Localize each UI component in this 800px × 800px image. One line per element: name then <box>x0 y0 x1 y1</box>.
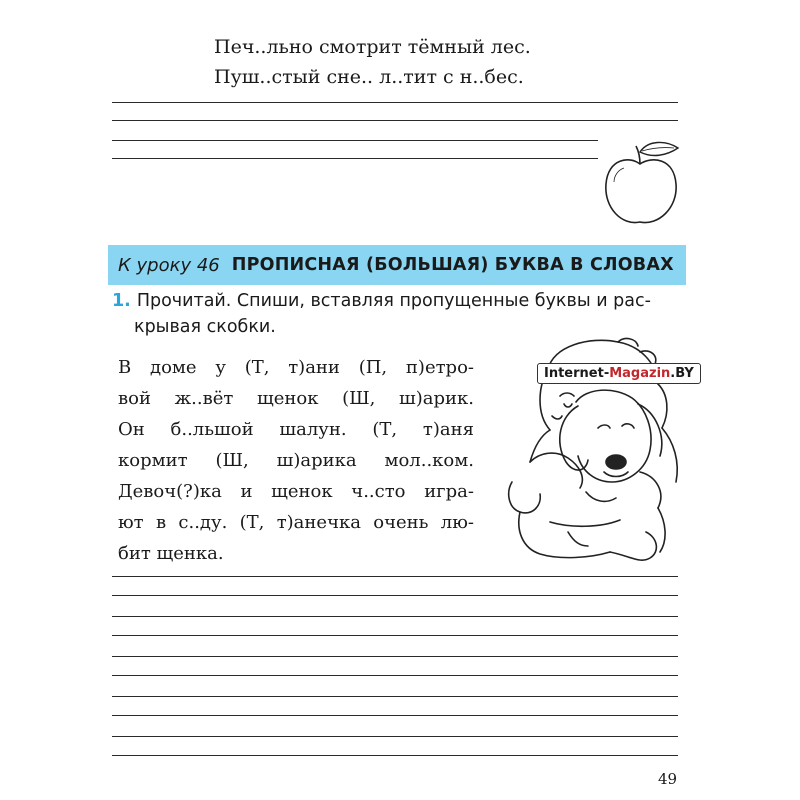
exercise-line-5: Девоч(?)ка и щенок ч..сто игра- <box>118 481 474 502</box>
watermark-part-1: Internet- <box>544 366 610 381</box>
exercise-text <box>118 352 474 569</box>
watermark-part-2: Magazin <box>609 366 671 381</box>
task-number: 1. <box>112 291 131 311</box>
writing-line <box>112 635 678 636</box>
writing-line <box>112 102 678 103</box>
task-line-2: крывая скобки. <box>134 317 276 337</box>
writing-line <box>112 715 678 716</box>
task-line-1: Прочитай. Спиши, вставляя пропущенные буквы и рас- <box>136 291 651 311</box>
writing-line <box>112 140 598 141</box>
poem <box>214 32 531 92</box>
watermark <box>537 363 701 384</box>
lesson-header <box>108 245 686 285</box>
writing-line <box>112 576 678 577</box>
writing-line <box>112 656 678 657</box>
apple-icon <box>600 138 682 230</box>
writing-line <box>112 120 678 121</box>
poem-line-2: Пуш..стый сне.. л..тит с н..бес. <box>214 66 524 88</box>
writing-line <box>112 675 678 676</box>
exercise-line-6: ют в с..ду. (Т, т)анечка очень лю- <box>118 512 474 533</box>
writing-line <box>112 736 678 737</box>
poem-line-1: Печ..льно смотрит тёмный лес. <box>214 36 531 58</box>
writing-line <box>112 616 678 617</box>
lesson-number: К уроку 46 <box>118 254 220 276</box>
writing-line <box>112 755 678 756</box>
exercise-line-2: вой ж..вёт щенок (Ш, ш)арик. <box>118 388 474 409</box>
lesson-title: ПРОПИСНАЯ (БОЛЬШАЯ) БУКВА В СЛОВАХ <box>231 255 674 275</box>
task-instruction <box>112 288 692 337</box>
writing-line <box>112 696 678 697</box>
page-number: 49 <box>658 770 678 788</box>
watermark-part-3: .BY <box>670 366 694 381</box>
writing-line <box>112 595 678 596</box>
exercise-line-4: кормит (Ш, ш)арика мол..ком. <box>118 450 474 471</box>
exercise-line-3: Он б..льшой шалун. (Т, т)аня <box>118 419 474 440</box>
writing-line <box>112 158 598 159</box>
exercise-line-7: бит щенка. <box>118 543 224 564</box>
exercise-line-1: В доме у (Т, т)ани (П, п)етро- <box>118 357 474 378</box>
